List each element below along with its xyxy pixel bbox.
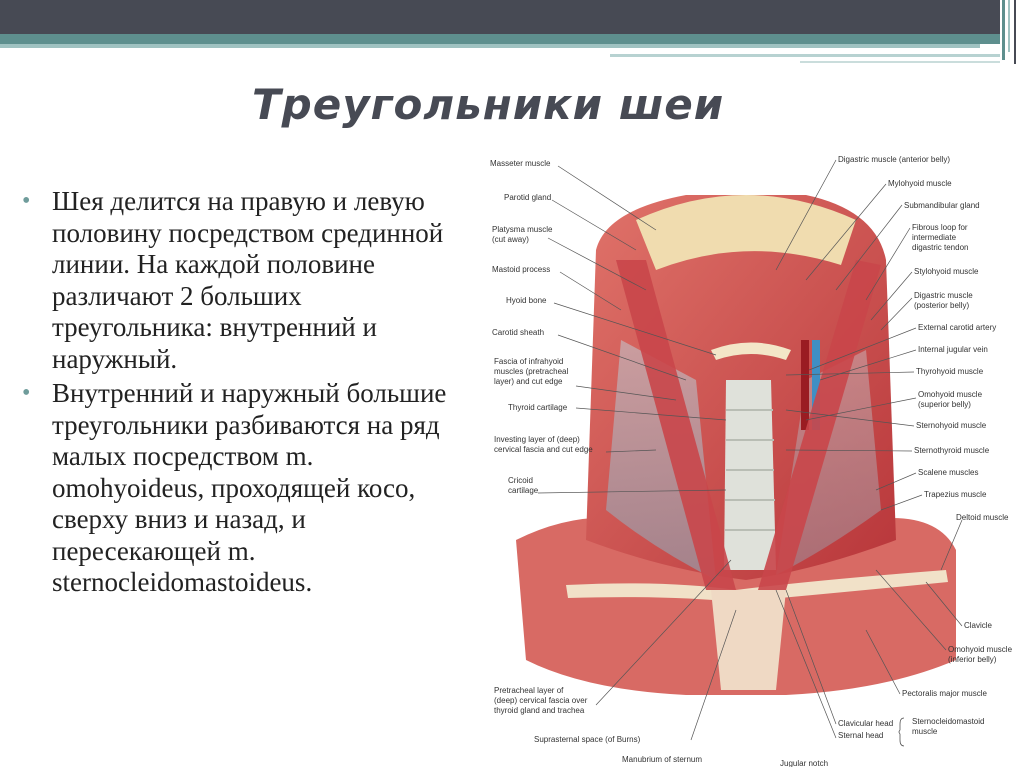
label-fascia-2: muscles (pretracheal (494, 367, 569, 376)
label-external-carotid: External carotid artery (918, 323, 997, 332)
label-thyroid: Thyroid cartilage (508, 403, 568, 412)
label-scm-2: muscle (912, 727, 938, 736)
label-sternothyroid: Sternothyroid muscle (914, 446, 990, 455)
label-internal-jugular: Internal jugular vein (918, 345, 988, 354)
label-carotid-sheath: Carotid sheath (492, 328, 545, 337)
corner-line (1008, 0, 1010, 52)
corner-line (1014, 0, 1016, 64)
bullet-item (22, 186, 462, 375)
label-digastric-posterior-1: Digastric muscle (914, 291, 973, 300)
label-hyoid: Hyoid bone (506, 296, 547, 305)
label-omohyoid-superior-1: Omohyoid muscle (918, 390, 983, 399)
label-cricoid-1: Cricoid (508, 476, 533, 485)
label-fascia-1: Fascia of infrahyoid (494, 357, 564, 366)
carotid-artery-shape (801, 340, 809, 430)
label-trapezius: Trapezius muscle (924, 490, 987, 499)
top-banner (0, 0, 1024, 34)
bullet-text: Шея делится на правую и левую половину посредством срединной линии. На каждой половине различают 2 больших треугольника: внутренний и наружный. (52, 186, 444, 374)
label-investing-2: cervical fascia and cut edge (494, 445, 593, 454)
label-scalene: Scalene muscles (918, 468, 979, 477)
label-parotid: Parotid gland (504, 193, 552, 202)
neck-anatomy-illustration (486, 150, 1024, 767)
label-clavicular-head: Clavicular head (838, 719, 894, 728)
leader-line (558, 166, 656, 230)
label-digastric-anterior: Digastric muscle (anterior belly) (838, 155, 951, 164)
bullet-list (22, 186, 462, 602)
label-pretracheal-2: (deep) cervical fascia over (494, 696, 588, 705)
label-fibrous-1: Fibrous loop for (912, 223, 968, 232)
bullet-icon: • (22, 380, 31, 406)
label-manubrium: Manubrium of sternum (622, 755, 703, 764)
slide-title: Треугольники шеи (252, 80, 725, 129)
label-fibrous-2: intermediate (912, 233, 957, 242)
label-submandibular: Submandibular gland (904, 201, 980, 210)
label-fascia-3: layer) and cut edge (494, 377, 563, 386)
label-omohyoid-superior-2: (superior belly) (918, 400, 971, 409)
label-clavicle: Clavicle (964, 621, 993, 630)
accent-stripe (610, 54, 1000, 57)
label-pretracheal-1: Pretracheal layer of (494, 686, 564, 695)
label-jugular-notch: Jugular notch (780, 759, 829, 767)
label-pretracheal-3: thyroid gland and trachea (494, 706, 585, 715)
accent-stripe (800, 61, 1000, 63)
label-scm-1: Sternocleidomastoid (912, 717, 985, 726)
label-platysma-2: (cut away) (492, 235, 529, 244)
label-sternohyoid: Sternohyoid muscle (916, 421, 987, 430)
label-fibrous-3: digastric tendon (912, 243, 969, 252)
sternum-shape (711, 590, 786, 690)
label-omohyoid-inferior-1: Omohyoid muscle (948, 645, 1013, 654)
trachea-shape (724, 380, 776, 570)
label-omohyoid-inferior-2: (inferior belly) (948, 655, 997, 664)
label-deltoid: Deltoid muscle (956, 513, 1009, 522)
bullet-icon: • (22, 188, 31, 214)
label-mylohyoid: Mylohyoid muscle (888, 179, 952, 188)
label-investing-1: Investing layer of (deep) (494, 435, 580, 444)
bullet-text: Внутренний и наружный большие треугольники разбиваются на ряд малых посредством m. omohyoideus, проходящей косо, сверху вниз и назад, и пересекающей m. sternocleidomastoideus. (52, 378, 447, 597)
label-platysma: Platysma muscle (492, 225, 553, 234)
accent-stripe (0, 34, 1000, 44)
label-cricoid-2: cartilage (508, 486, 539, 495)
label-mastoid: Mastoid process (492, 265, 551, 274)
label-sternal-head: Sternal head (838, 731, 884, 740)
accent-stripe (0, 44, 980, 48)
label-suprasternal: Suprasternal space (of Burns) (534, 735, 641, 744)
label-thyrohyoid: Thyrohyoid muscle (916, 367, 984, 376)
corner-line (1002, 0, 1005, 60)
label-pectoralis: Pectoralis major muscle (902, 689, 987, 698)
bullet-item (22, 378, 462, 599)
label-digastric-posterior-2: (posterior belly) (914, 301, 970, 310)
label-masseter: Masseter muscle (490, 159, 551, 168)
label-stylohyoid: Stylohyoid muscle (914, 267, 979, 276)
scm-bracket (899, 718, 904, 746)
